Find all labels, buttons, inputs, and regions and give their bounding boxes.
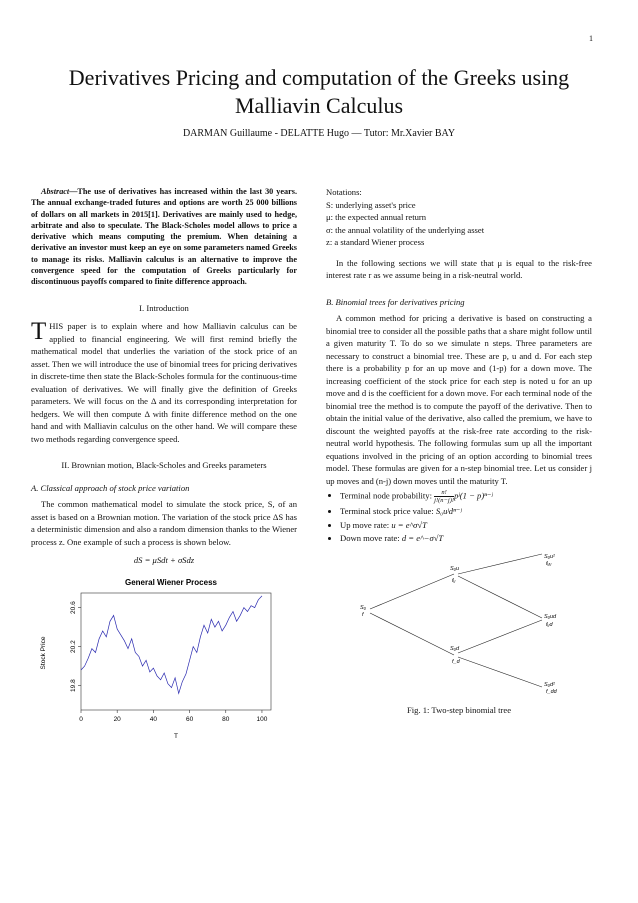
x-tick-label: 20: [113, 715, 121, 723]
drop-cap: T: [31, 318, 47, 346]
tree-edge: [370, 574, 454, 609]
node-fuu: fᵤᵤ: [546, 560, 552, 567]
intro-paragraph: [31, 320, 297, 445]
chart-title: General Wiener Process: [125, 577, 217, 587]
notation-item: μ: the expected annual return: [326, 212, 427, 222]
node-sud: S₀ud: [544, 613, 557, 620]
subsection-heading-classical: A. Classical approach of stock price variation: [31, 482, 190, 493]
abstract: [31, 186, 297, 288]
sde-equation: dS = μSdt + σSdz: [133, 555, 195, 566]
tree-edge: [458, 657, 542, 687]
y-axis-label: Stock Price: [40, 636, 47, 670]
node-fdd: f_dd: [546, 688, 557, 695]
x-tick-label: 40: [149, 715, 157, 723]
notations-header: Notations:: [326, 187, 362, 197]
y-tick-label: 20.6: [70, 600, 77, 614]
node-f0: f: [362, 611, 364, 618]
abstract-text: —The use of derivatives has increased within the last 30 years. The annual exchange-traded futures and options are worth 25 000 billions of dollars on all markets in 2015[1]. Derivatives are mainly used to hedge, arbitrate and also to speculate. The Black-Scholes model allows to price a derivative which means computing the premium. When detaining a derivative an investor must keep an eye on some parameters named Greeks to manage its risks. Malliavin calculus is an alternative to improve the convergence speed for the computation of Greeks particularly for discontinuous payoffs compared to finite difference approach.: [31, 187, 297, 287]
left-column: [31, 186, 297, 746]
risk-neutral-paragraph: In the following sections we will state that μ is equal to the risk-free interest rate r as we assume being in a risk-neutral world.: [326, 257, 592, 280]
paper-title: Derivatives Pricing and computation of the Greeks using Malliavin Calculus: [68, 65, 570, 118]
y-tick-label: 20.2: [70, 639, 77, 653]
x-tick-label: 0: [79, 715, 83, 723]
node-fud: fᵤd: [546, 621, 553, 628]
wiener-process-chart: [31, 573, 297, 743]
node-fd: f_d: [452, 658, 460, 665]
notation-item: z: a standard Wiener process: [326, 237, 425, 247]
tree-edge: [458, 554, 542, 574]
x-tick-label: 80: [222, 715, 230, 723]
node-sdd: S₀d²: [544, 681, 555, 688]
page-number: 1: [589, 34, 593, 43]
x-tick-label: 60: [185, 715, 194, 723]
right-column: [326, 186, 592, 717]
node-s0: S₀: [360, 604, 366, 611]
formula-item-down-rate: • Down move rate: d = e^−σ√T: [340, 532, 592, 545]
binomial-tree-diagram: [326, 552, 592, 697]
node-sd: S₀d: [450, 645, 460, 652]
x-axis-label: T: [174, 732, 178, 740]
tree-edge: [370, 613, 454, 655]
classical-paragraph: The common mathematical model to simulate the stock price, S, of an asset is based on a Brownian motion. The variation of the stock price ΔS has a deterministic dimension and also a random dimension thanks to the Wiener process z. One example of such a process is shown below.: [31, 499, 297, 547]
formula-item-probability: • Terminal node probability: $\frac{n!}{j!(n-j)!}$ pʲ(1 − p)ⁿ⁻ʲ: [340, 489, 592, 504]
formula-item-stock-price: • Terminal stock price value: S₀uʲdⁿ⁻ʲ: [340, 505, 592, 518]
notation-item: σ: the annual volatility of the underlying asset: [326, 224, 485, 235]
formula-list: [326, 489, 592, 545]
node-fu: fᵤ: [452, 577, 456, 584]
tree-edge: [458, 576, 542, 618]
section-heading-brownian: II. Brownian motion, Black-Scholes and Greeks parameters: [61, 460, 267, 471]
subsection-heading-binomial: B. Binomial trees for derivatives pricing: [326, 296, 465, 307]
tree-edge: [458, 620, 542, 653]
node-suu: S₀u²: [544, 553, 555, 560]
node-su: S₀u: [450, 565, 460, 572]
formula-item-up-rate: • Up move rate: u = e^σ√T: [340, 519, 592, 532]
binomial-paragraph: A common method for pricing a derivative is based on constructing a binomial tree to consider all the possible paths that a share might follow until a given maturity T. To do so we simulate n steps. Three parameters are necessary to construct a binomial tree. These are p, u and d. For each step there is a probability p for an up move and (1-p) for a down move. The increasing coefficient of the stock price for each step is noted u for an up move and d is the coefficient for a down move. For each terminal node of the binomial tree the method is to compute the payoff of the derivative. Then to obtain the initial value of the derivative, also called the premium, we have to discount the weighted payoffs at the risk-free rate according to the risk-neutral world hypothesis. The following formulas sum up all the important equations involved in the pricing of an option according to binomial trees model. These formulas are given for a n-step binomial tree. Let us consider j up moves and (n-j) down moves until the maturity T.: [326, 313, 592, 486]
abstract-label: Abstract: [41, 187, 70, 196]
x-tick-label: 100: [256, 715, 268, 723]
figure-caption: Fig. 1: Two-step binomial tree: [406, 705, 512, 715]
y-tick-label: 19.8: [70, 678, 77, 692]
author-line: DARMAN Guillaume - DELATTE Hugo — Tutor: Mr.Xavier BAY: [182, 128, 456, 139]
intro-text: HIS paper is to explain where and how Malliavin calculus can be applied to financial engineering. We will first remind briefly the mathematical model that underlies the variation of the stock price of an asset. Then we will introduce the use of binomial trees for pricing derivatives in discrete-time then state the Black-Scholes formula for the continuous-time evaluation of derivatives. We will finally give the definition of Greeks parameters. We will focus on the Δ and its corresponding interpretation for hedgers. We will then compute Δ with finite difference method on the one hand and with Malliavin calculus on the other hand. We will compare these two methods regarding convergence speed.: [31, 321, 297, 444]
section-heading-introduction: I. Introduction: [139, 302, 189, 313]
price-path-line: [81, 596, 262, 694]
notation-item: S: underlying asset's price: [326, 199, 416, 210]
binomial-coefficient: $\frac{n!}{j!(n-j)!}$: [434, 489, 455, 504]
